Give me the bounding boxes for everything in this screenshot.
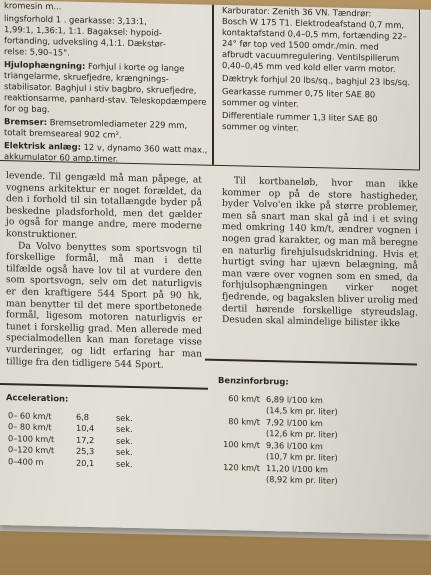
fuel-subrow: (14,5 km pr. liter) bbox=[266, 405, 338, 417]
fuel-consumption-table bbox=[218, 375, 418, 489]
article-paragraph: Til kortbaneløb, hvor man ikke kommer op på de store hastigheder, byder Volvo'en ikke på større problemer, men så snart man skal gå ind i et sving med omkring 140 km/t, ændrer vognen i nogen grad karakter, og man må beregne en naturlig firehjulsudskridning. Hvis et hurtigt sving har ujævn belægning, må man være over vognen som en smed, da forhjulsophængningen virker noget fjedrende, og bagakslen bliver urolig med dertil hørende forskellige styreudslag. Desuden skal almindelige bilister ikke bbox=[222, 175, 418, 330]
spec-line: fortanding, udveksling 4,1:1. Dækstør- bbox=[4, 35, 166, 49]
fuel-subrow: (8,92 km pr. liter) bbox=[266, 474, 338, 486]
spec-line: kromesin m... bbox=[4, 0, 62, 12]
fuel-row: 120 km/t 11,20 l/100 km bbox=[223, 461, 329, 474]
fuel-subrow: (12,6 km pr. liter) bbox=[266, 428, 338, 440]
spec-line: 1,99:1, 1,36:1, 1:1. Bagaksel: hypoid- bbox=[4, 24, 162, 38]
acceleration-row: 0–120 km/t 25,3 sek. bbox=[8, 444, 133, 458]
section-rule bbox=[0, 383, 208, 390]
spec-suspension: Hjulophængning: Forhjul i korte og lange triangelarme, skruefjedre, krængnings-stabilisator. Baghjul i stiv bagbro, skruefjedre, reaktionsarme, panhard-stav. Teleskopdæmpere for og bag. bbox=[4, 59, 207, 115]
acceleration-table bbox=[6, 392, 202, 471]
acceleration-row: 0–400 m 20,1 sek. bbox=[8, 455, 133, 469]
spec-electrical: Elektrisk anlæg: 12 v, dynamo 360 watt max., akkumulator 60 amp.timer. bbox=[4, 140, 208, 164]
fuel-title: Benzinforbrug: bbox=[218, 374, 289, 387]
spec-tyre-pressure: Dæktryk forhjul 20 lbs/sq., baghjul 23 lbs/sq. bbox=[222, 73, 411, 88]
spec-divider bbox=[212, 1, 214, 165]
article-paragraph: Da Volvo benyttes som sportsvogn til forskellige formål, må man i dette tilfælde også have lov til at vurdere den som sportsvogn, selv om det naturligvis er den kraftigere 544 Sport på 90 hk, man benytter til det mere sportbetonede formål, ligesom motoren naturligvis er tunet i forskellig grad. Men allerede med specialmodellen kan man foretage visse vurderinger, og lidt erfaring har man tillige fra den tidligere 544 Sport. bbox=[6, 239, 202, 371]
spec-ignition: Bosch W 175 T1. Elektrodeafstand 0,7 mm, kontaktafstand 0,4–0,5 mm, fortænding 22–24° før top ved 1500 omdr./min. med afbrudt vacuumregulering. Ventilspillerum 0,40–0,45 mm ved kold eller varm motor. bbox=[222, 16, 407, 74]
spec-line: relse: 5,90–15". bbox=[4, 46, 70, 58]
article-paragraph: levende. Til gengæld må man påpege, at vognens arkitektur er noget forældet, da den i forhold til sin totallængde byder på beskedne pladsforhold, men det gælder jo også for mange andre, mere moderne konstruktioner. bbox=[6, 170, 202, 241]
acceleration-title: Acceleration: bbox=[6, 392, 69, 404]
spec-line: Karburator: Zenith 36 VN. Tændrør: bbox=[222, 5, 372, 19]
acceleration-row: 0–100 km/t 17,2 sek. bbox=[8, 432, 133, 446]
section-rule bbox=[205, 359, 417, 366]
spec-left-column bbox=[4, 0, 208, 169]
article-left-column bbox=[6, 170, 202, 372]
acceleration-row: 0– 60 km/t 6,8 sek. bbox=[8, 409, 133, 423]
article-right-column bbox=[222, 175, 418, 330]
spec-right-column bbox=[222, 5, 412, 138]
fuel-subrow: (10,7 km pr. liter) bbox=[266, 451, 338, 463]
spec-line: lingsforhold 1 . gearkasse: 3,13:1, bbox=[4, 13, 147, 27]
spec-brakes: Bremser: Bremsetromlediameter 229 mm, totalt bremseareal 902 cm². bbox=[4, 116, 188, 140]
fuel-row: 80 km/t 7,92 l/100 km bbox=[228, 415, 323, 428]
spec-differential-oil: Differentiale rummer 1,3 liter SAE 80 sommer og vinter. bbox=[222, 110, 378, 133]
fuel-row: 100 km/t 9,36 l/100 km bbox=[223, 438, 323, 451]
acceleration-row: 0– 80 km/t 10,4 sek. bbox=[8, 421, 133, 435]
spec-gearbox-oil: Gearkasse rummer 0,75 liter SAE 80 sommer og vinter. bbox=[222, 86, 376, 109]
fuel-row: 60 km/t 6,89 l/100 km bbox=[228, 392, 323, 405]
